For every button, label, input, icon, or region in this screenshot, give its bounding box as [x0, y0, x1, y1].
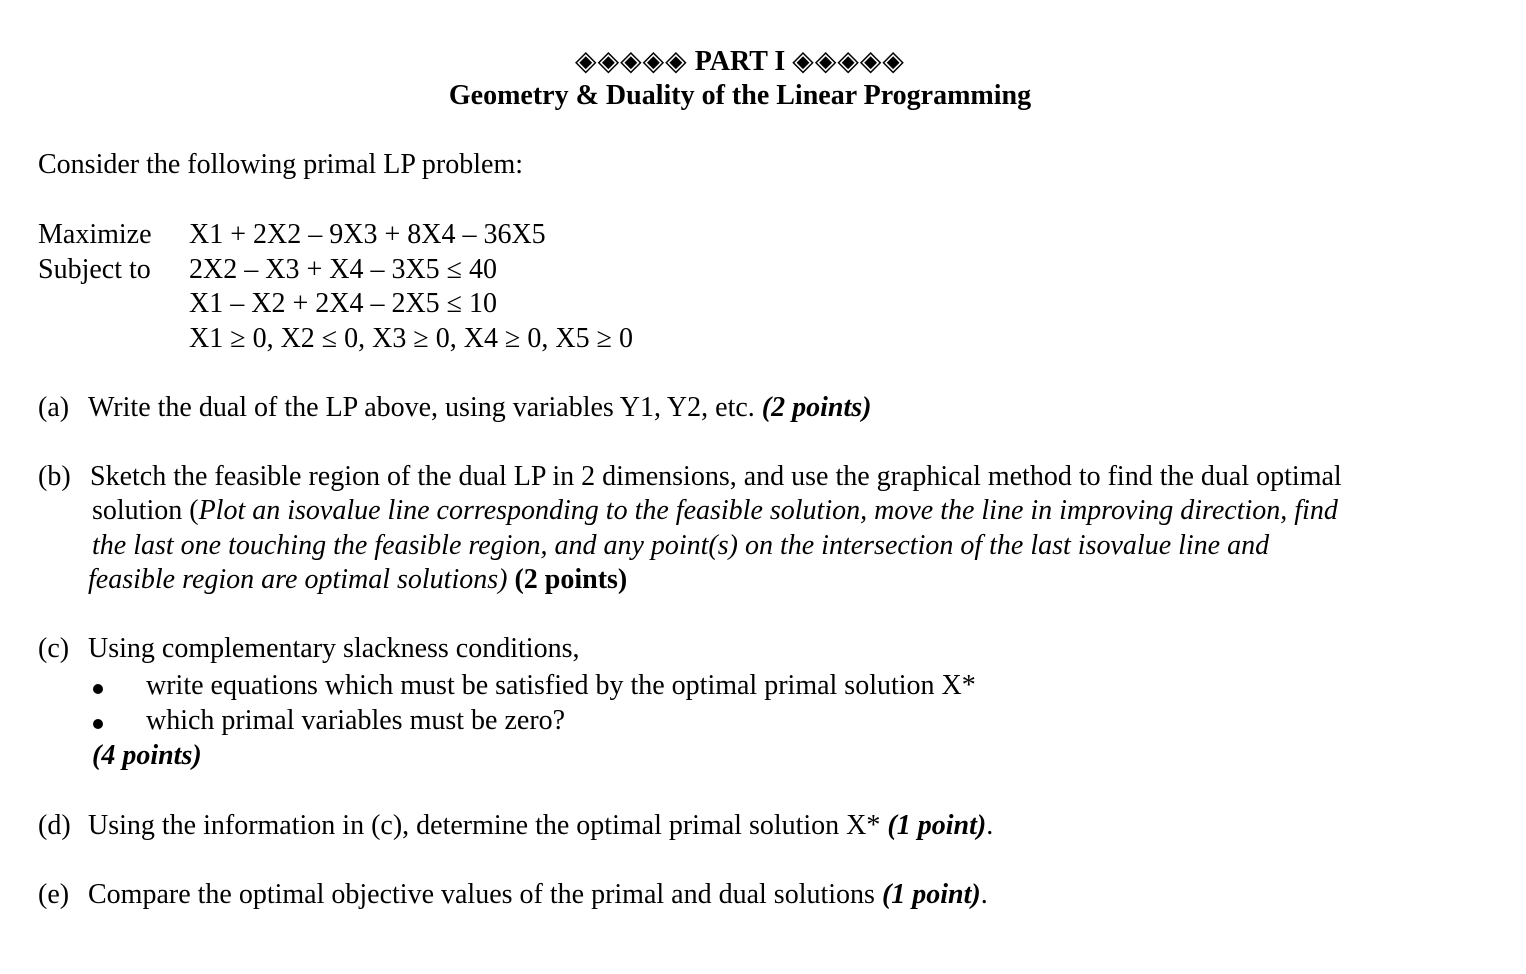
constraint-2: X1 – X2 + 2X4 – 2X5 ≤ 10 [189, 288, 498, 319]
question-c-bullet-1: write equations which must be satisfied by the optimal primal solution X* [146, 670, 976, 701]
question-e-points: (1 point) [881, 879, 981, 910]
diamond-ornament-right: ◈◈◈◈◈ [792, 46, 905, 77]
question-b-line-2-prefix: solution ( [92, 495, 199, 526]
question-e [88, 879, 988, 911]
question-d-text: Using the information in (c), determine the optimal primal solution X* [88, 810, 881, 841]
bullet-icon [93, 684, 103, 694]
bullet-icon [93, 719, 103, 729]
question-b-points: (2 points) [514, 564, 628, 595]
constraint-1: 2X2 – X3 + X4 – 3X5 ≤ 40 [189, 254, 498, 285]
question-a-label: (a) [38, 392, 70, 423]
diamond-ornament-left: ◈◈◈◈◈ [575, 46, 688, 77]
question-c-label: (c) [38, 633, 70, 664]
subject-to-label: Subject to [38, 254, 151, 285]
question-d-label: (d) [38, 810, 71, 841]
question-b-line-2-italic: Plot an isovalue line corresponding to the feasible solution, move the line in improving direction, find [198, 495, 1338, 526]
question-b-line-4-italic: feasible region are optimal solutions) [88, 564, 508, 595]
question-d [88, 810, 993, 842]
objective-function: X1 + 2X2 – 9X3 + 8X4 – 36X5 [189, 219, 546, 250]
sign-constraints: X1 ≥ 0, X2 ≤ 0, X3 ≥ 0, X4 ≥ 0, X5 ≥ 0 [189, 323, 633, 354]
question-e-end: . [980, 879, 988, 910]
question-a [88, 392, 871, 424]
question-b-line-1: Sketch the feasible region of the dual LP in 2 dimensions, and use the graphical method to find the dual optimal [90, 461, 1342, 492]
question-a-text: Write the dual of the LP above, using variables Y1, Y2, etc. [88, 392, 755, 423]
question-d-end: . [986, 810, 994, 841]
question-e-label: (e) [38, 879, 70, 910]
maximize-label: Maximize [38, 219, 152, 250]
question-c-bullet-2: which primal variables must be zero? [146, 705, 566, 736]
question-d-points: (1 point) [887, 810, 987, 841]
question-b-label: (b) [38, 461, 71, 492]
question-a-points: (2 points) [761, 392, 872, 423]
question-c-text: Using complementary slackness conditions, [88, 633, 580, 664]
question-e-text: Compare the optimal objective values of the primal and dual solutions [88, 879, 875, 910]
page-title: Geometry & Duality of the Linear Programming [448, 80, 1032, 111]
question-b-line-3: the last one touching the feasible region, and any point(s) on the intersection of the last isovalue line and [92, 530, 1270, 561]
part-heading [0, 44, 1480, 78]
intro-text: Consider the following primal LP problem: [38, 149, 524, 180]
question-c-points: (4 points) [92, 740, 202, 771]
question-b-line-2 [92, 495, 1338, 527]
question-b-line-4 [88, 564, 627, 596]
part-label: PART I [694, 46, 786, 77]
